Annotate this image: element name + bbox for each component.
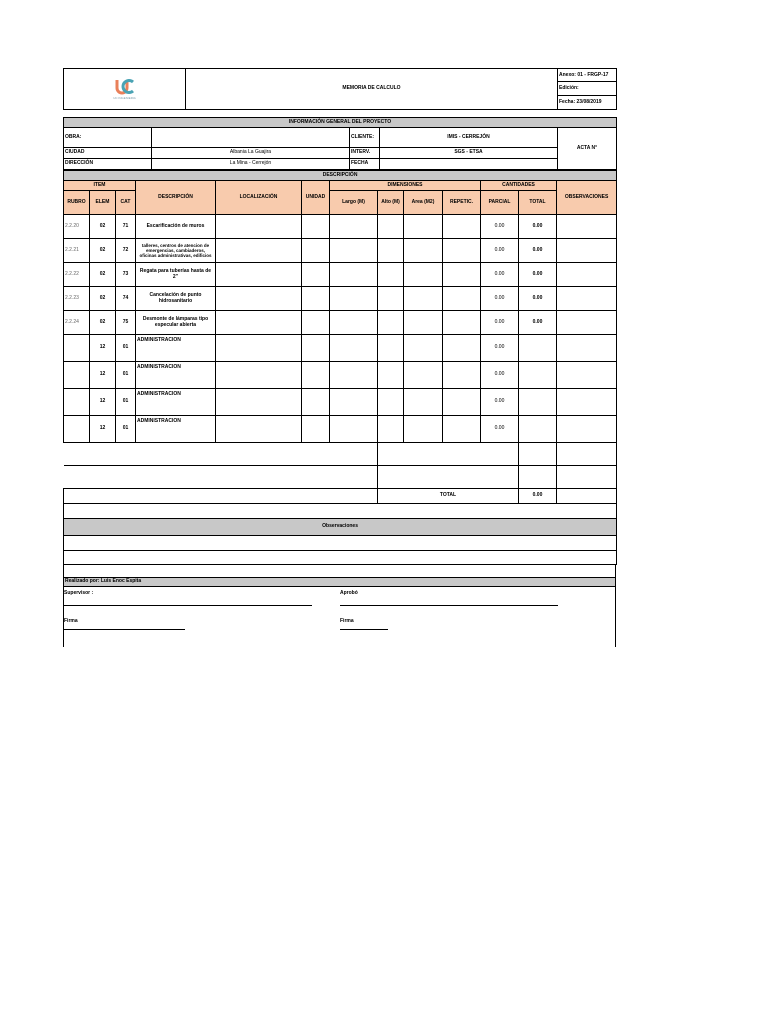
project-info-table	[63, 117, 617, 170]
observaciones-header: OBSERVACIONES	[557, 181, 617, 215]
cantidades-header: CANTIDADES	[481, 181, 557, 191]
item-header: ITEM	[64, 181, 136, 191]
total-cell: 0.00	[519, 311, 557, 335]
project-info-title: INFORMACIÓN GENERAL DEL PROYECTO	[64, 118, 617, 128]
cat-cell: 01	[116, 416, 136, 443]
fecha-label: FECHA	[350, 159, 380, 170]
parcial-cell: 0.00	[481, 362, 519, 389]
acta-number-label: ACTA N°	[558, 128, 617, 170]
table-row	[64, 263, 617, 287]
rubro-cell: 2.2.20	[64, 215, 90, 239]
observations-title: Observaciones	[64, 519, 617, 536]
dimensiones-header: DIMENSIONES	[330, 181, 481, 191]
parcial-cell: 0.00	[481, 239, 519, 263]
elem-cell: 02	[90, 311, 116, 335]
cat-cell: 73	[116, 263, 136, 287]
ciudad-value: Albania La Guajira	[152, 148, 350, 159]
total-cell: 0.00	[519, 287, 557, 311]
localizacion-header: LOCALIZACIÓN	[216, 181, 302, 215]
total-cell: 0.00	[519, 239, 557, 263]
firma-right-label: Firma	[340, 618, 354, 624]
cat-cell: 75	[116, 311, 136, 335]
table-row	[64, 335, 617, 362]
table-row	[64, 416, 617, 443]
rubro-cell: 2.2.21	[64, 239, 90, 263]
firma-left-line	[64, 629, 185, 630]
table-row	[64, 389, 617, 416]
document-title: MEMORIA DE CALCULO	[186, 69, 558, 110]
table-row	[64, 311, 617, 335]
summary-row-blank-2	[64, 466, 617, 489]
observation-line	[64, 536, 617, 551]
obra-label: OBRA:	[64, 128, 152, 148]
cat-cell: 71	[116, 215, 136, 239]
obra-value	[152, 128, 350, 148]
rubro-header: RUBRO	[64, 191, 90, 215]
area-header: Area (M2)	[404, 191, 443, 215]
elem-cell: 02	[90, 263, 116, 287]
fecha-value	[380, 159, 558, 170]
supervisor-label: Supervisor :	[64, 590, 94, 596]
descripcion-cell: talleres, centros de atencion de emergencias, cambiaderos, oficinas administrativas, edificios	[136, 239, 216, 263]
parcial-cell: 0.00	[481, 287, 519, 311]
rubro-cell	[64, 416, 90, 443]
table-row	[64, 239, 617, 263]
rubro-cell	[64, 362, 90, 389]
alto-header: Alto (M)	[378, 191, 404, 215]
descripcion-cell: ADMINISTRACION	[136, 335, 216, 362]
descripcion-cell: ADMINISTRACION	[136, 389, 216, 416]
total-cell: 0.00	[519, 215, 557, 239]
rubro-cell: 2.2.22	[64, 263, 90, 287]
document-date: Fecha: 23/08/2019	[559, 99, 602, 105]
edition-label: Edición:	[558, 82, 616, 96]
description-section-title: DESCRIPCIÓN	[64, 171, 617, 181]
logo-subtitle: UC INGENIERIA	[113, 95, 136, 100]
grand-total-value: 0.00	[519, 489, 557, 504]
elem-cell: 12	[90, 389, 116, 416]
elem-cell: 12	[90, 335, 116, 362]
items-table	[63, 170, 617, 565]
parcial-cell: 0.00	[481, 335, 519, 362]
total-cell	[519, 389, 557, 416]
total-cell	[519, 362, 557, 389]
elem-cell: 12	[90, 416, 116, 443]
total-header: TOTAL	[519, 191, 557, 215]
interv-value: SGS - ETSA	[380, 148, 558, 159]
signatures-table	[63, 577, 616, 587]
rubro-cell	[64, 335, 90, 362]
elem-cell: 02	[90, 239, 116, 263]
parcial-cell: 0.00	[481, 311, 519, 335]
table-row	[64, 215, 617, 239]
approved-label: Aprobó	[340, 590, 358, 596]
interv-label: INTERV.	[350, 148, 380, 159]
company-logo-icon	[114, 78, 136, 96]
total-cell	[519, 416, 557, 443]
cliente-label: CLIENTE:	[350, 128, 380, 148]
firma-left-label: Firma	[64, 618, 78, 624]
descripcion-cell: Escarificación de muros	[136, 215, 216, 239]
document-meta	[558, 69, 617, 110]
elem-cell: 02	[90, 215, 116, 239]
direccion-value: La Mina - Cerrejón	[152, 159, 350, 170]
rubro-cell: 2.2.24	[64, 311, 90, 335]
summary-row-blank-1	[64, 443, 617, 466]
elem-cell: 12	[90, 362, 116, 389]
direccion-label: DIRECCIÓN	[64, 159, 152, 170]
approved-line	[340, 605, 558, 606]
header-table	[63, 68, 617, 110]
cat-cell: 01	[116, 389, 136, 416]
ciudad-label: CIUDAD	[64, 148, 152, 159]
cat-header: CAT	[116, 191, 136, 215]
grand-total-label: TOTAL	[378, 489, 519, 504]
rubro-cell: 2.2.23	[64, 287, 90, 311]
parcial-cell: 0.00	[481, 215, 519, 239]
logo-cell	[64, 69, 186, 110]
cat-cell: 01	[116, 362, 136, 389]
total-cell: 0.00	[519, 263, 557, 287]
annex-code: Anexo: 01 - FRGP-17	[558, 69, 616, 82]
cat-cell: 72	[116, 239, 136, 263]
parcial-cell: 0.00	[481, 263, 519, 287]
total-cell	[519, 335, 557, 362]
repetic-header: REPETIC.	[443, 191, 481, 215]
parcial-header: PARCIAL	[481, 191, 519, 215]
descripcion-cell: ADMINISTRACION	[136, 362, 216, 389]
table-row	[64, 362, 617, 389]
parcial-cell: 0.00	[481, 389, 519, 416]
calculation-sheet	[63, 68, 616, 647]
descripcion-header: DESCRIPCIÓN	[136, 181, 216, 215]
table-row	[64, 287, 617, 311]
unidad-header: UNIDAD	[302, 181, 330, 215]
performed-by: Realizado por: Luis Enoc Espita	[64, 578, 616, 587]
firma-right-line	[340, 629, 388, 630]
descripcion-cell: ADMINISTRACION	[136, 416, 216, 443]
signature-area	[63, 587, 616, 647]
cat-cell: 01	[116, 335, 136, 362]
descripcion-cell: Cancelación de punto hidrosanitario	[136, 287, 216, 311]
descripcion-cell: Regata para tuberías hasta de 2"	[136, 263, 216, 287]
supervisor-line	[64, 605, 312, 606]
cliente-value: IMIS - CERREJÓN	[380, 128, 558, 148]
largo-header: Largo (M)	[330, 191, 378, 215]
cat-cell: 74	[116, 287, 136, 311]
parcial-cell: 0.00	[481, 416, 519, 443]
summary-total-row	[64, 489, 617, 504]
elem-header: ELEM	[90, 191, 116, 215]
rubro-cell	[64, 389, 90, 416]
observation-line	[64, 551, 617, 565]
descripcion-cell: Desmonte de lámparas tipo especular abierta	[136, 311, 216, 335]
elem-cell: 02	[90, 287, 116, 311]
